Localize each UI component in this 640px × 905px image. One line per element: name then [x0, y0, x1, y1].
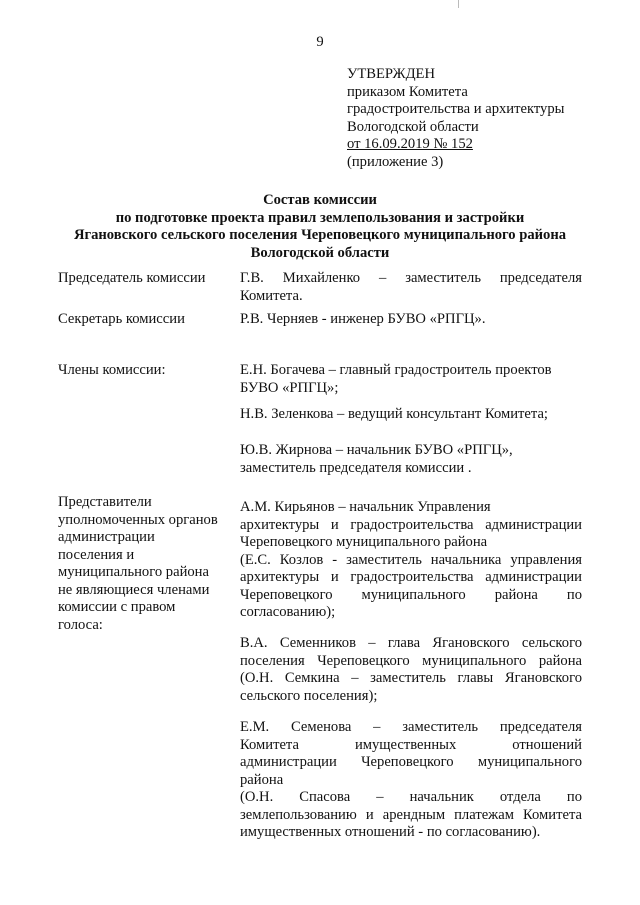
approval-line: Вологодской области: [347, 118, 479, 135]
text-line: (Е.С. Козлов - заместитель начальника управления: [240, 551, 582, 568]
title-line: Состав комиссии: [263, 192, 377, 208]
representative-1: [240, 499, 582, 622]
text-line: архитектуры и градостроительства администрации: [240, 569, 582, 585]
approval-line: УТВЕРЖДЕН: [347, 66, 435, 82]
text-line: землепользованию и арендным платежам Комитета: [240, 806, 582, 823]
label-line: комиссии с правом: [58, 599, 176, 615]
text-line: Г.В. Михайленко – заместитель председателя: [240, 270, 582, 286]
member-1: [240, 362, 582, 397]
label-line: уполномоченных органов: [58, 511, 218, 528]
label-line: муниципального района: [58, 564, 209, 580]
representative-3: [240, 719, 582, 842]
text-line: БУВО «РПГЦ»;: [240, 379, 339, 396]
text-line: Комитета имущественных отношений: [240, 736, 582, 753]
title-line: Вологодской области: [250, 244, 390, 261]
secretary-label: Секретарь комиссии: [58, 311, 185, 327]
approval-line: градостроительства и архитектуры: [347, 101, 565, 117]
text-line: Череповецкого муниципального района по: [240, 586, 582, 603]
member-2: [240, 406, 582, 424]
label-line: Представители: [58, 494, 152, 510]
text-line: (О.Н. Семкина – заместитель главы Ягановского: [240, 670, 582, 686]
secretary-text: Р.В. Черняев - инженер БУВО «РПГЦ».: [240, 311, 486, 327]
chairman-label: Председатель комиссии: [58, 270, 206, 286]
text-line: Н.В. Зеленкова – ведущий консультант Комитета;: [240, 406, 548, 422]
label-line: голоса:: [58, 616, 103, 633]
text-line: Ю.В. Жирнова – начальник БУВО «РПГЦ»,: [240, 442, 513, 458]
text-line: архитектуры и градостроительства администрации: [240, 516, 582, 533]
representatives-label: [58, 494, 228, 634]
approval-line: приказом Комитета: [347, 83, 468, 100]
text-line: Е.Н. Богачева – главный градостроитель проектов: [240, 362, 552, 378]
text-line: Череповецкого муниципального района: [240, 534, 488, 550]
page-number: 9: [316, 34, 324, 50]
text-line: администрации Череповецкого муниципального: [240, 754, 582, 770]
text-line: поселения Череповецкого муниципального района: [240, 652, 582, 669]
text-line: (О.Н. Спасова – начальник отдела по: [240, 789, 582, 805]
text-line: В.А. Семенников – глава Ягановского сельского: [240, 635, 582, 651]
label-line: поселения и: [58, 546, 135, 563]
text-line: Комитета.: [240, 287, 303, 304]
member-3: [240, 442, 582, 477]
text-line: А.М. Кирьянов – начальник Управления: [240, 499, 491, 515]
label-line: не являющиеся членами: [58, 581, 210, 598]
text-line: сельского поселения);: [240, 687, 378, 704]
representative-2: [240, 635, 582, 705]
title-line: по подготовке проекта правил землепользования и застройки: [115, 209, 525, 226]
chairman-text: [240, 270, 582, 305]
members-label: Члены комиссии:: [58, 362, 166, 378]
scan-mark: [458, 0, 459, 8]
text-line: имущественных отношений - по согласованию).: [240, 824, 541, 840]
approval-order-date: от 16.09.2019 № 152: [347, 136, 473, 152]
text-line: Е.М. Семенова – заместитель председателя: [240, 719, 582, 735]
label-line: администрации: [58, 529, 155, 545]
text-line: района: [240, 771, 284, 788]
approval-stamp: [347, 66, 607, 171]
document-title: [40, 192, 600, 262]
approval-line: (приложение 3): [347, 153, 444, 170]
title-line: Ягановского сельского поселения Череповецкого муниципального района: [73, 227, 567, 243]
text-line: заместитель председателя комиссии .: [240, 459, 472, 476]
text-line: согласованию);: [240, 604, 336, 620]
